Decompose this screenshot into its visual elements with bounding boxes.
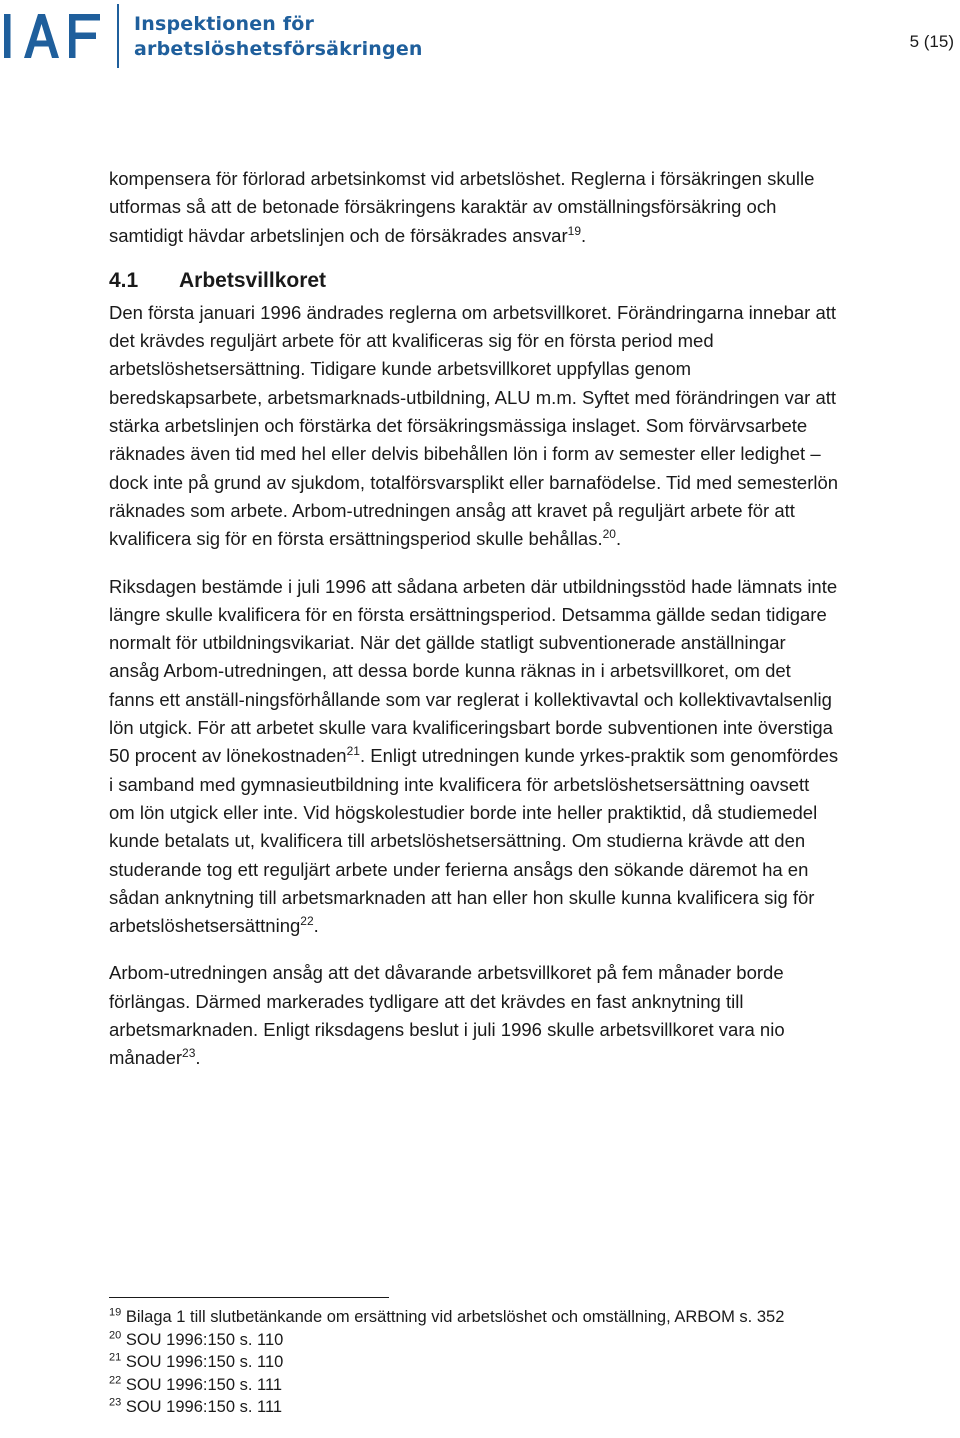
footnote-number: 21: [109, 1351, 122, 1364]
intro-paragraph: kompensera för förlorad arbetsinkomst vid arbetslöshet. Reglerna i försäkringen skulle utformas så att de betonade försäkringens karaktär av omställningsförsäkring och samtidigt hävdar arbetslinjen och de försäkrades ansvar$^{19}$.: [109, 168, 815, 246]
footnote-21: [109, 1351, 809, 1374]
footnote-text: Bilaga 1 till slutbetänkande om ersättning vid arbetslöshet och omställning, ARBOM s. 352: [125, 1308, 785, 1326]
logo-divider: [117, 4, 119, 68]
paragraph-2-text-a: Riksdagen bestämde i juli 1996 att sådana arbeten där utbildningsstöd hade lämnats inte längre skulle kvalificera för en första ersättningsperiod. Detsamma gällde sedan tidigare normalt för utbildningsvikariat. När det gällde statligt subventionerade anställningar ansåg Arbom-utredningen, att dessa borde kunna räknas in i arbetsvillkoret, om det fanns ett anställ-ningsförhållande som var reglerat i kollektivavtal och kollektivavtalsenlig lön utgick. För att arbetet skulle vara kvalificeringsbart borde subventionen inte överstiga 50 procent av lönekostnaden: [109, 575, 838, 767]
footnote-text: SOU 1996:150 s. 110: [125, 1353, 284, 1371]
footnote-22: [109, 1374, 809, 1397]
section-heading: [109, 267, 839, 295]
footnotes: [109, 1297, 809, 1419]
iaf-logo: [4, 2, 423, 70]
paragraph-2-text-b: . Enligt utredningen kunde yrkes-praktik som genomfördes i samband med gymnasieutbildning inte kvalificera för arbetslöshetsersättning oavsett om lön utgick eller inte. Vid högskolestudier borde inte heller praktiktid, då studiemedel kunde betalats ut, kvalificera till arbetslöshetsersättning. Om studierna krävde att den studerande tog ett reguljärt arbete under ferierna ansågs den sökande däremot ha en sådan anknytning till arbetsmarknaden att han eller hon skulle kunna kvalificera sig för arbetslöshetsersättning: [109, 745, 839, 937]
footnote-number: 19: [109, 1306, 122, 1319]
footnote-number: 20: [109, 1328, 122, 1341]
page-header: [0, 0, 960, 80]
footnote-separator: [109, 1297, 389, 1298]
footnote-text: SOU 1996:150 s. 111: [125, 1375, 283, 1394]
paragraph-1-text: Den första januari 1996 ändrades reglerna om arbetsvillkoret. Förändringarna innebar att det krävdes reguljärt arbete för att kvalificeras sig för en första period med arbetslöshetsersättning. Tidigare kunde arbetsvillkoret uppfyllas genom beredskapsarbete, arbetsmarknads-utbildning, ALU m.m. Syftet med förändringen var att stärka arbetslinjen och förstärka det försäkringsmässiga inslaget. Som förvärvsarbete räknades även tid med hel eller delvis bibehållen lön i form av semester eller ledighet – dock inte på grund av sjukdom, totalförsvarsplikt eller barnafödelse. Tid med semesterlön räknades som arbete. Arbom-utredningen ansåg att kravet på reguljärt arbete för att kvalificera sig för en första ersättningsperiod skulle behållas.: [109, 301, 839, 550]
logo-line-2: arbetslöshetsförsäkringen: [134, 38, 423, 60]
page-number: 5 (15): [909, 32, 954, 51]
document-body: [109, 165, 839, 1073]
footnote-19: [109, 1306, 809, 1329]
footnote-ref-19[interactable]: 19: [567, 223, 581, 238]
footnote-text: SOU 1996:150 s. 110: [125, 1330, 284, 1349]
footnote-ref-21[interactable]: 21: [346, 744, 360, 759]
intro-text: kompensera för förlorad arbetsinkomst vid arbetslöshet. Reglerna i försäkringen skulle utformas så att de betonade försäkringens karaktär av omställningsförsäkring och samtidigt hävdar arbetslinjen och de försäkrades ansvar: [109, 168, 815, 246]
logo-wordmark: [134, 12, 423, 62]
paragraph-3-text: Arbom-utredningen ansåg att det dåvarande arbetsvillkoret på fem månader borde förlängas. Därmed markerades tydligare att det krävdes en fast anknytning till arbetsmarknaden. Enligt riksdagens beslut i juli 1996 skulle arbetsvillkoret vara nio månader: [109, 962, 785, 1069]
paragraph-3: Arbom-utredningen ansåg att det dåvarande arbetsvillkoret på fem månader borde förlängas. Därmed markerades tydligare att det krävdes en fast anknytning till arbetsmarknaden. Enligt riksdagens beslut i juli 1996 skulle arbetsvillkoret vara nio månader$^{23}$.: [109, 962, 785, 1069]
iaf-logo-mark: [4, 14, 102, 58]
footnote-ref-23[interactable]: 23: [182, 1046, 196, 1061]
section-number: 4.1: [109, 268, 139, 292]
footnote-number: 22: [109, 1373, 122, 1386]
footnote-ref-22[interactable]: 22: [300, 913, 314, 928]
logo-line-1: Inspektionen för: [134, 13, 315, 35]
footnote-23: [109, 1396, 809, 1419]
footnote-text: SOU 1996:150 s. 111: [125, 1398, 283, 1416]
footnote-number: 23: [109, 1396, 122, 1409]
section-title: Arbetsvillkoret: [179, 268, 327, 292]
footnote-ref-20[interactable]: 20: [602, 527, 616, 542]
paragraph-1: Den första januari 1996 ändrades reglerna om arbetsvillkoret. Förändringarna innebar att det krävdes reguljärt arbete för att kvalificeras sig för en första period med arbetslöshetsersättning. Tidigare kunde arbetsvillkoret uppfyllas genom beredskapsarbete, arbetsmarknads-utbildning, ALU m.m. Syftet med förändringen var att stärka arbetslinjen och förstärka det försäkringsmässiga inslaget. Som förvärvsarbete räknades även tid med hel eller delvis bibehållen lön i form av semester eller ledighet – dock inte på grund av sjukdom, totalförsvarsplikt eller barnafödelse. Tid med semesterlön räknades som arbete. Arbom-utredningen ansåg att kravet på reguljärt arbete för att kvalificera sig för en första ersättningsperiod skulle behållas.$^{20}$.: [109, 301, 839, 550]
paragraph-2: Riksdagen bestämde i juli 1996 att sådana arbeten där utbildningsstöd hade lämnats inte längre skulle kvalificera för en första ersättningsperiod. Detsamma gällde sedan tidigare normalt för utbildningsvikariat. När det gällde statligt subventionerade anställningar ansåg Arbom-utredningen, att dessa borde kunna räknas in i arbetsvillkoret, om det fanns ett anställ-ningsförhållande som var reglerat i kollektivavtal och kollektivavtalsenlig lön utgick. För att arbetet skulle vara kvalificeringsbart borde subventionen inte överstiga 50 procent av lönekostnaden$^{21}$. Enligt utredningen kunde yrkes-praktik som genomfördes i samband med gymnasieutbildning inte kvalificera för arbetslöshetsersättning oavsett om lön utgick eller inte. Vid högskolestudier borde inte heller praktiktid, då studiemedel kunde betalats ut, kvalificera till arbetslöshetsersättning. Om studierna krävde att den studerande tog ett reguljärt arbete under ferierna ansågs den sökande däremot ha en sådan anknytning till arbetsmarknaden att han eller hon skulle kunna kvalificera sig för arbetslöshetsersättning$^{22}$.: [109, 575, 839, 937]
footnote-20: [109, 1329, 809, 1352]
